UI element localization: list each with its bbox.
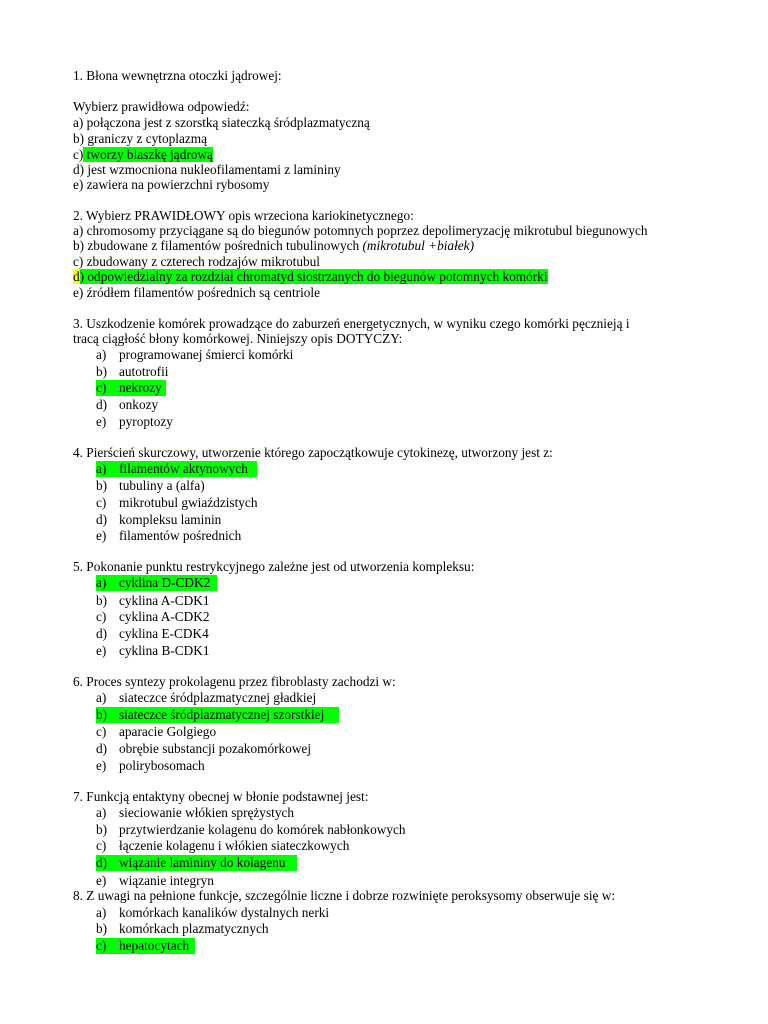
q2-option-b-text: b) zbudowane z filamentów pośrednich tubulinowych [73, 238, 363, 253]
q1-option-c-highlighted: tworzy blaszkę jądrową [83, 147, 213, 162]
q1-option-e: e) zawiera na powierzchni rybosomy [73, 177, 270, 192]
q8-option-b-letter: b) [96, 921, 108, 936]
q6-option-a-text: siateczce śródplazmatycznej gładkiej [119, 690, 317, 705]
q6-option-c-text: aparacie Golgiego [119, 724, 217, 739]
q2-option-e: e) źródłem filamentów pośrednich są centriole [73, 285, 321, 300]
q6-option-e-text: polirybosomach [119, 758, 205, 773]
q1-option-c-letter: c) [73, 147, 84, 162]
q2-option-d-letter: d [73, 269, 80, 284]
q3-option-d-letter: d) [96, 397, 108, 412]
q7-option-e-letter: e) [96, 873, 107, 888]
q4-option-e-text: filamentów pośrednich [119, 528, 242, 543]
q2-option-b-note: (mikrotubul +białek) [362, 238, 475, 253]
q5-option-d-letter: d) [96, 626, 108, 641]
q5-option-a-text: cyklina D-CDK2 [119, 575, 211, 590]
q4-option-c-letter: c) [96, 495, 107, 510]
q8-option-c-text: hepatocytach [119, 938, 190, 953]
q7-option-c-letter: c) [96, 838, 107, 853]
q7-option-d-letter: d) [96, 855, 108, 870]
q6-option-b-text: siateczce śródplazmatycznej szorstkiej [119, 707, 325, 722]
q8-option-a-letter: a) [96, 905, 107, 920]
q7-option-a-text: sieciowanie włókien sprężystych [119, 805, 295, 820]
q1-option-c [73, 147, 213, 163]
q6-option-a-letter: a) [96, 690, 107, 705]
q3-option-c-letter: c) [96, 380, 107, 395]
q8-option-b-text: komórkach plazmatycznych [119, 921, 269, 936]
q1-option-a: a) połączona jest z szorstką siateczką śródplazmatyczną [73, 115, 370, 130]
q1-title: 1. Błona wewnętrzna otoczki jądrowej: [73, 68, 282, 83]
q4-option-b-text: tubuliny a (alfa) [119, 478, 205, 493]
q5-option-b-letter: b) [96, 593, 108, 608]
q5-option-e-letter: e) [96, 643, 107, 658]
q5-option-c-text: cyklina A-CDK2 [119, 609, 210, 624]
q5-title: 5. Pokonanie punktu restrykcyjnego zależne jest od utworzenia kompleksu: [73, 559, 475, 574]
q6-title: 6. Proces syntezy prokolagenu przez fibroblasty zachodzi w: [73, 674, 396, 689]
q2-title: 2. Wybierz PRAWIDŁOWY opis wrzeciona kariokinetycznego: [73, 208, 414, 223]
q3-option-b-letter: b) [96, 364, 108, 379]
q3-option-e-letter: e) [96, 414, 107, 429]
q5-option-a-letter: a) [96, 575, 107, 590]
q6-option-e-letter: e) [96, 758, 107, 773]
q3-title-line1: 3. Uszkodzenie komórek prowadzące do zaburzeń energetycznych, w wyniku czego komórki pęcznieją i [73, 316, 630, 331]
q2-option-d [73, 269, 548, 285]
q4-option-b-letter: b) [96, 478, 108, 493]
q4-option-c-text: mikrotubul gwiaździstych [119, 495, 258, 510]
q6-option-d-letter: d) [96, 741, 108, 756]
q8-title: 8. Z uwagi na pełnione funkcje, szczególnie liczne i dobrze rozwinięte peroksysomy obserwuje się w: [73, 888, 616, 903]
q3-title-line2: tracą ciągłość błony komórkowej. Niniejszy opis DOTYCZY: [73, 331, 403, 346]
q6-option-b-letter: b) [96, 707, 108, 722]
q3-option-c-text: nekrozy [119, 380, 162, 395]
q1-option-d: d) jest wzmocniona nukleofilamentami z lamininy [73, 162, 341, 177]
q3-option-e-text: pyroptozy [119, 414, 173, 429]
q2-option-b [73, 238, 474, 254]
q2-option-a: a) chromosomy przyciągane są do biegunów potomnych poprzez depolimeryzację mikrotubul biegunowych [73, 223, 648, 238]
q8-option-c-letter: c) [96, 938, 107, 953]
q2-option-d-highlighted: ) odpowiedzialny za rozdział chromatyd siostrzanych do biegunów potomnych komórki [79, 269, 548, 284]
q5-option-c-letter: c) [96, 609, 107, 624]
q4-option-a-letter: a) [96, 461, 107, 476]
q1-option-b: b) graniczy z cytoplazmą [73, 131, 208, 146]
q5-option-e-text: cyklina B-CDK1 [119, 643, 210, 658]
q7-option-a-letter: a) [96, 805, 107, 820]
q4-option-d-letter: d) [96, 512, 108, 527]
q7-option-b-letter: b) [96, 822, 108, 837]
q7-title: 7. Funkcją entaktyny obecnej w błonie podstawnej jest: [73, 789, 369, 804]
q7-option-c-text: łączenie kolagenu i włókien siateczkowych [119, 838, 350, 853]
q4-option-a-text: filamentów aktynowych [119, 461, 248, 476]
q7-option-d-text: wiązanie lamininy do kolagenu [119, 855, 286, 870]
q8-option-a-text: komórkach kanalików dystalnych nerki [119, 905, 330, 920]
q3-option-a-text: programowanej śmierci komórki [119, 347, 294, 362]
q3-option-d-text: onkozy [119, 397, 159, 412]
q6-option-c-letter: c) [96, 724, 107, 739]
q4-option-e-letter: e) [96, 528, 107, 543]
q3-option-b-text: autotrofii [119, 364, 169, 379]
q3-option-a-letter: a) [96, 347, 107, 362]
q4-option-d-text: kompleksu laminin [119, 512, 222, 527]
q5-option-b-text: cyklina A-CDK1 [119, 593, 210, 608]
q7-option-b-text: przytwierdzanie kolagenu do komórek nabłonkowych [119, 822, 406, 837]
q4-title: 4. Pierścień skurczowy, utworzenie którego zapoczątkowuje cytokinezę, utworzony jest z: [73, 445, 553, 460]
q7-option-e-text: wiązanie integryn [119, 873, 214, 888]
q2-option-c: c) zbudowany z czterech rodzajów mikrotubul [73, 254, 320, 269]
q6-option-d-text: obrębie substancji pozakomórkowej [119, 741, 312, 756]
q1-prompt: Wybierz prawidłowa odpowiedź: [73, 99, 250, 114]
q5-option-d-text: cyklina E-CDK4 [119, 626, 209, 641]
